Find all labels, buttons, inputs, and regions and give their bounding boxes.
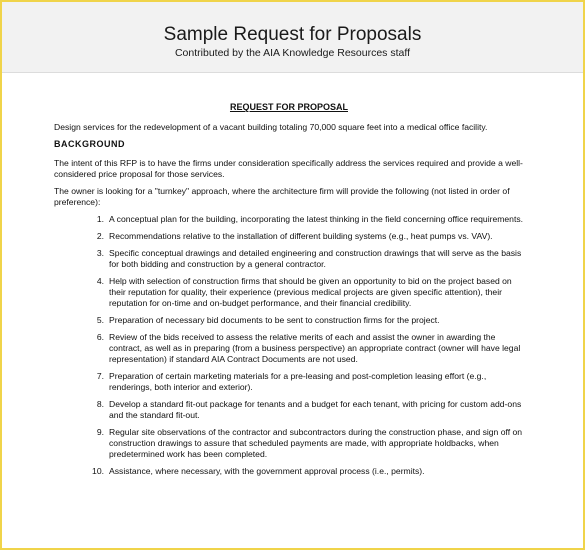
list-item	[54, 248, 524, 270]
document-header	[2, 2, 583, 73]
list-item	[54, 276, 524, 309]
list-item	[54, 214, 524, 225]
list-item-text: Develop a standard fit-out package for tenants and a budget for each tenant, with pricing for custom add-ons and the standard fit-out.	[109, 399, 522, 420]
list-item-number: 4.	[96, 276, 104, 286]
list-item-text: Assistance, where necessary, with the government approval process (i.e., permits).	[109, 466, 425, 476]
list-item	[54, 371, 524, 393]
list-item-number: 9.	[96, 427, 104, 437]
document-body	[54, 102, 524, 483]
background-paragraph-2: The owner is looking for a "turnkey" approach, where the architecture firm will provide the following (not listed in order of preference):	[54, 186, 510, 207]
intro-paragraph: Design services for the redevelopment of a vacant building totaling 70,000 square feet into a medical office facility.	[54, 122, 488, 132]
service-list	[54, 214, 524, 477]
document-subtitle: Contributed by the AIA Knowledge Resources staff	[174, 47, 411, 59]
list-item-number: 8.	[96, 399, 104, 409]
list-item	[54, 466, 524, 477]
background-paragraph-1: The intent of this RFP is to have the firms under consideration specifically address the services required and provide a well-considered price proposal for those services.	[54, 158, 523, 179]
list-item	[54, 427, 524, 460]
list-item-number: 3.	[96, 248, 104, 258]
list-item-number: 6.	[96, 332, 104, 342]
list-item-number: 5.	[96, 315, 104, 325]
document-frame	[2, 2, 583, 548]
list-item-number: 2.	[96, 231, 104, 241]
list-item	[54, 231, 524, 242]
document-title: Sample Request for Proposals	[163, 24, 422, 45]
list-item	[54, 332, 524, 365]
list-item-text: Help with selection of construction firms that should be given an opportunity to bid on the project based on their reputation for quality, their experience (previous medical projects are given specific attention), their reputation for on-time and on-budget performance, and their financial credibility.	[109, 276, 512, 308]
list-item-text: Preparation of certain marketing materials for a pre-leasing and post-completion leasing effort (e.g., renderings, both interior and exterior).	[109, 371, 487, 392]
list-item-number: 10.	[92, 466, 104, 476]
list-item	[54, 315, 524, 326]
list-item-number: 7.	[96, 371, 104, 381]
list-item-text: Specific conceptual drawings and detailed engineering and construction drawings that will serve as the basis for both bidding and construction by a general contractor.	[109, 248, 522, 269]
list-item	[54, 399, 524, 421]
list-item-text: A conceptual plan for the building, incorporating the latest thinking in the field concerning office requirements.	[109, 214, 524, 224]
list-item-text: Preparation of necessary bid documents to be sent to construction firms for the project.	[109, 315, 440, 325]
rfp-heading: REQUEST FOR PROPOSAL	[229, 102, 348, 112]
list-item-number: 1.	[96, 214, 104, 224]
list-item-text: Review of the bids received to assess the relative merits of each and assist the owner in awarding the contract, as well as in preparing (from a business perspective) an appropriate contract (owner will have legal representation) if standard AIA Contract Documents are not used.	[109, 332, 521, 364]
background-heading: BACKGROUND	[54, 139, 125, 149]
list-item-text: Recommendations relative to the installation of different building systems (e.g., heat pumps vs. VAV).	[109, 231, 493, 241]
list-item-text: Regular site observations of the contractor and subcontractors during the construction phase, and sign off on construction drawings to assure that scheduled payments are made, with appropriate holdbacks, when predetermined work has been completed.	[109, 427, 523, 459]
